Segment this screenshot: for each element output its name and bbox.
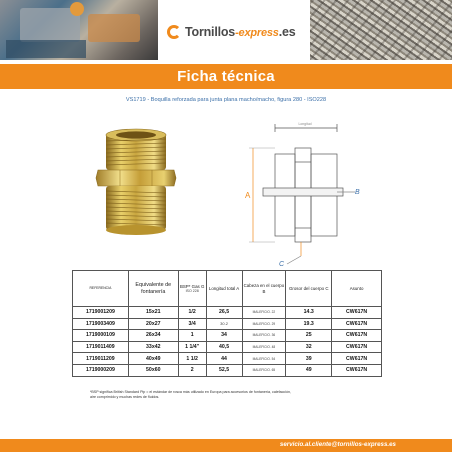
cell-ref: 1719003409: [73, 318, 129, 330]
cell-equiv: 20x27: [128, 318, 178, 330]
cell-thickness: 19.3: [286, 318, 332, 330]
cell-length: 26,5: [206, 307, 242, 319]
dim-b-label: B: [355, 189, 360, 196]
cell-ref: 1719000109: [73, 330, 129, 342]
cell-equiv: 26x34: [128, 330, 178, 342]
cell-head: MALEFICIO. 36: [242, 330, 286, 342]
brass-nipple-image: [90, 128, 182, 238]
cell-head: MALEFICIO. 65: [242, 364, 286, 376]
cell-asunto: CW617N: [332, 364, 382, 376]
cell-head: MALEFICIO. 48: [242, 341, 286, 353]
footer-bar: [0, 439, 452, 452]
cell-bsp: 1 1/4": [178, 341, 206, 353]
cell-equiv: 33x42: [128, 341, 178, 353]
cell-thickness: 32: [286, 341, 332, 353]
cell-bsp: 1 1/2: [178, 353, 206, 365]
cell-length: 30.2: [206, 318, 242, 330]
table-row: [73, 364, 382, 376]
header-banner: [0, 0, 452, 60]
footnote-line: aire comprimido y muchas redes de fluidos.: [90, 395, 160, 400]
footnote-line: *BSP significa British Standard Pip = el estándar de rosca más utilizado en Europa para accesorios de fontanería, calefacción,: [90, 390, 291, 394]
cell-length: 34: [206, 330, 242, 342]
cell-thickness: 25: [286, 330, 332, 342]
cell-bsp: 1/2: [178, 307, 206, 319]
cell-asunto: CW617N: [332, 330, 382, 342]
cell-head: MALEFICIO. 54: [242, 353, 286, 365]
title-bar: [0, 64, 452, 89]
cell-head: MALEFICIO. 29: [242, 318, 286, 330]
cell-thickness: 49: [286, 364, 332, 376]
page-title: Ficha técnica: [177, 68, 275, 85]
dim-c-label: C: [279, 261, 285, 268]
table-row: [73, 353, 382, 365]
table-row: [73, 330, 382, 342]
cell-length: 40,5: [206, 341, 242, 353]
col-header-equiv: Equivalente de fontanería: [128, 271, 178, 307]
table-row: [73, 341, 382, 353]
col-header-ref: REFERENCIA: [73, 271, 129, 307]
cell-bsp: 1: [178, 330, 206, 342]
cell-ref: 1719001209: [73, 307, 129, 319]
table-header-row: [73, 271, 382, 307]
col-header-asunto: Asunto: [332, 271, 382, 307]
cell-asunto: CW617N: [332, 341, 382, 353]
cell-equiv: 15x21: [128, 307, 178, 319]
brand-logo[interactable]: [166, 24, 296, 40]
cell-head: MALEFICIO. 22: [242, 307, 286, 319]
support-email-link[interactable]: servicio.al.cliente@tornillos-express.es: [279, 441, 396, 448]
cell-equiv: 50x60: [128, 364, 178, 376]
cell-ref: 1719011209: [73, 353, 129, 365]
cell-thickness: 39: [286, 353, 332, 365]
dim-length-label: Longitud: [298, 122, 312, 126]
cell-asunto: CW617N: [332, 353, 382, 365]
cell-thickness: 14.3: [286, 307, 332, 319]
technical-drawing: [205, 118, 365, 268]
col-header-head: Cabeza en el cuerpo B: [242, 271, 286, 307]
col-header-bsp: BSP* Gas G ISO 228: [178, 271, 206, 307]
cell-ref: 1719011409: [73, 341, 129, 353]
dim-a-label: A: [245, 191, 251, 200]
cell-length: 44: [206, 353, 242, 365]
col-header-length: Longitud total A: [206, 271, 242, 307]
spec-table-wrap: [72, 270, 382, 377]
cell-bsp: 3/4: [178, 318, 206, 330]
brand-mark-icon: [166, 24, 182, 40]
spec-table: [72, 270, 382, 377]
product-subtitle: VS1719 - Boquilla reforzada para junta plana macho/macho, figura 280 - ISO228: [125, 97, 327, 103]
tools-photo: [0, 0, 158, 60]
cell-length: 52,5: [206, 364, 242, 376]
brand-name: Tornillos-express.es: [185, 25, 296, 39]
screws-photo: [310, 0, 452, 60]
col-header-thickness: Grosor del cuerpo C: [286, 271, 332, 307]
bsp-footnote: [90, 390, 380, 400]
cell-asunto: CW617N: [332, 318, 382, 330]
cell-equiv: 40x49: [128, 353, 178, 365]
cell-asunto: CW617N: [332, 307, 382, 319]
table-row: [73, 318, 382, 330]
table-row: [73, 307, 382, 319]
cell-bsp: 2: [178, 364, 206, 376]
cell-ref: 1719000209: [73, 364, 129, 376]
